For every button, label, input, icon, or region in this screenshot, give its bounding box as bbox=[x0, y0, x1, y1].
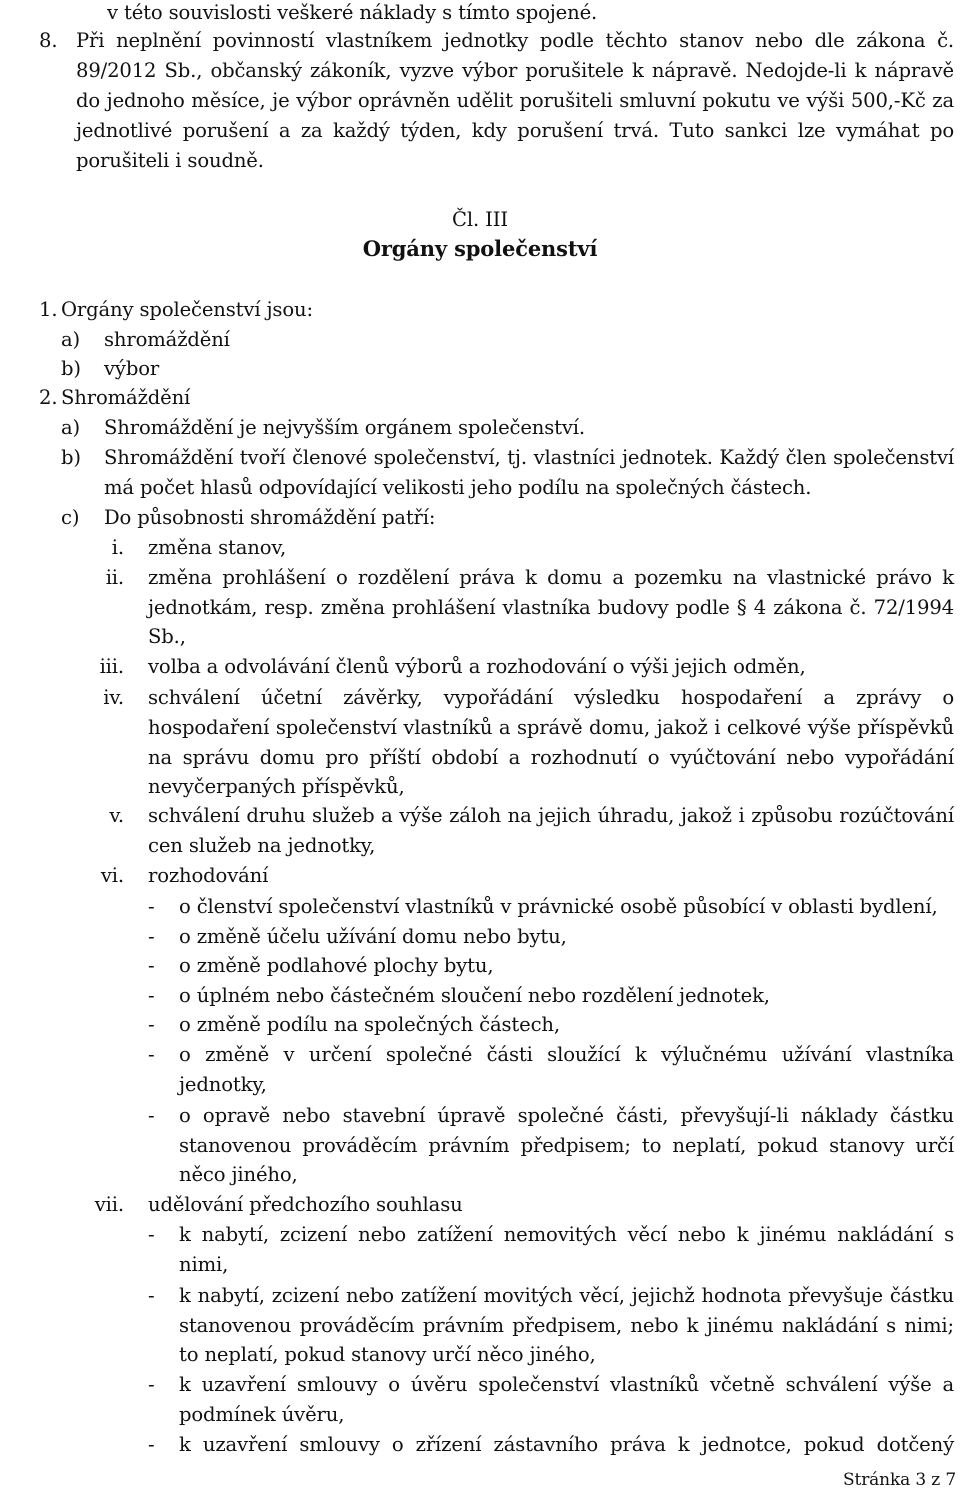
dash-bullet: - bbox=[148, 925, 155, 948]
item-number: 8. bbox=[39, 29, 58, 52]
paragraph-line: Sb., bbox=[148, 625, 186, 648]
roman-number: i. bbox=[111, 536, 124, 559]
paragraph-line: cen služeb na jednotky, bbox=[148, 834, 376, 857]
roman-number: vii. bbox=[94, 1193, 124, 1216]
bullet-line: o úplném nebo částečném sloučení nebo rozdělení jednotek, bbox=[179, 984, 770, 1007]
bullet-line: o změně v určení společné části sloužící k výlučnému užívání vlastníka bbox=[179, 1043, 954, 1066]
paragraph-line: nevyčerpaných příspěvků, bbox=[148, 775, 405, 798]
paragraph-line: Shromáždění tvoří členové společenství, tj. vlastníci jednotek. Každý člen společenství bbox=[104, 446, 954, 469]
paragraph-line: 89/2012 Sb., občanský zákoník, vyzve výbor porušitele k nápravě. Nedojde-li k nápravě bbox=[76, 59, 954, 82]
roman-number: v. bbox=[109, 804, 124, 827]
article-number: Čl. III bbox=[452, 208, 508, 231]
dash-bullet: - bbox=[148, 1043, 155, 1066]
bullet-line: nimi, bbox=[179, 1253, 229, 1276]
paragraph-line: do jednoho měsíce, je výbor oprávněn udělit porušiteli smluvní pokutu ve výši 500,-Kč za bbox=[76, 89, 954, 112]
bullet-line: k nabytí, zcizení nebo zatížení movitých věcí, jejichž hodnota převyšuje částku bbox=[179, 1284, 954, 1307]
paragraph-line: schválení druhu služeb a výše záloh na jejich úhradu, jakož i způsobu rozúčtování bbox=[148, 804, 954, 827]
roman-number: iv. bbox=[103, 686, 124, 709]
dash-bullet: - bbox=[148, 1373, 155, 1396]
roman-number: vi. bbox=[100, 864, 124, 887]
list-item: Do působnosti shromáždění patří: bbox=[104, 506, 436, 529]
list-label: a) bbox=[61, 416, 81, 439]
dash-bullet: - bbox=[148, 954, 155, 977]
dash-bullet: - bbox=[148, 1104, 155, 1127]
paragraph-line: volba a odvolávání členů výborů a rozhodování o výši jejich odměn, bbox=[148, 655, 806, 678]
bullet-line: stanovenou prováděcím právním předpisem; to neplatí, pokud stanovy určí bbox=[179, 1134, 954, 1157]
section-heading: Shromáždění bbox=[61, 386, 191, 409]
bullet-line: jednotky, bbox=[179, 1073, 267, 1096]
bullet-line: o členství společenství vlastníků v právnické osobě působící v oblasti bydlení, bbox=[179, 895, 938, 918]
bullet-line: podmínek úvěru, bbox=[179, 1403, 345, 1426]
section-number: 2. bbox=[39, 386, 58, 409]
list-label: c) bbox=[61, 506, 80, 529]
dash-bullet: - bbox=[148, 1433, 155, 1456]
list-label: a) bbox=[61, 328, 81, 351]
paragraph-line: změna stanov, bbox=[148, 536, 287, 559]
paragraph-line: hospodaření společenství vlastníků a správě domu, jakož i celkové výše příspěvků bbox=[148, 716, 954, 739]
bullet-line: k uzavření smlouvy o zřízení zástavního práva k jednotce, pokud dotčený bbox=[179, 1433, 954, 1456]
paragraph-line: na správu domu pro příští období a rozhodnutí o vyúčtování nebo vypořádání bbox=[148, 746, 954, 769]
page-number: Stránka 3 z 7 bbox=[843, 1470, 956, 1490]
bullet-line: o změně podílu na společných částech, bbox=[179, 1013, 560, 1036]
bullet-line: stanovenou prováděcím právním předpisem, nebo k jinému nakládání s nimi; bbox=[179, 1314, 954, 1337]
list-label: b) bbox=[61, 446, 81, 469]
paragraph-line: porušiteli i soudně. bbox=[76, 149, 264, 172]
bullet-line: o změně účelu užívání domu nebo bytu, bbox=[179, 925, 567, 948]
paragraph-line: Při neplnění povinností vlastníkem jednotky podle těchto stanov nebo dle zákona č. bbox=[76, 29, 954, 52]
dash-bullet: - bbox=[148, 895, 155, 918]
list-item: Shromáždění je nejvyšším orgánem společenství. bbox=[104, 416, 586, 439]
bullet-line: k uzavření smlouvy o úvěru společenství vlastníků včetně schválení výše a bbox=[179, 1373, 954, 1396]
bullet-line: k nabytí, zcizení nebo zatížení nemovitých věcí nebo k jinému nakládání s bbox=[179, 1223, 954, 1246]
dash-bullet: - bbox=[148, 1013, 155, 1036]
paragraph-line: má počet hlasů odpovídající velikosti jeho podílu na společných částech. bbox=[104, 476, 812, 499]
paragraph-line: schválení účetní závěrky, vypořádání výsledku hospodaření a zprávy o bbox=[148, 686, 954, 709]
paragraph-line: změna prohlášení o rozdělení práva k domu a pozemku na vlastnické právo k bbox=[148, 566, 954, 589]
text-line: v této souvislosti veškeré náklady s tímto spojené. bbox=[107, 1, 598, 24]
dash-bullet: - bbox=[148, 984, 155, 1007]
list-item: výbor bbox=[104, 357, 160, 380]
bullet-line: o změně podlahové plochy bytu, bbox=[179, 954, 494, 977]
list-item: shromáždění bbox=[104, 328, 230, 351]
roman-number: iii. bbox=[99, 655, 124, 678]
bullet-line: něco jiného, bbox=[179, 1163, 298, 1186]
bullet-line: to neplatí, pokud stanovy určí něco jiného, bbox=[179, 1343, 596, 1366]
paragraph-line: jednotkám, resp. změna prohlášení vlastníka budovy podle § 4 zákona č. 72/1994 bbox=[148, 596, 954, 619]
article-title: Orgány společenství bbox=[362, 236, 598, 261]
section-number: 1. bbox=[39, 298, 58, 321]
roman-number: ii. bbox=[105, 566, 124, 589]
dash-bullet: - bbox=[148, 1284, 155, 1307]
list-item: udělování předchozího souhlasu bbox=[148, 1193, 463, 1216]
list-label: b) bbox=[61, 357, 81, 380]
list-item: rozhodování bbox=[148, 864, 269, 887]
section-heading: Orgány společenství jsou: bbox=[61, 298, 313, 321]
dash-bullet: - bbox=[148, 1223, 155, 1246]
bullet-line: o opravě nebo stavební úpravě společné části, převyšují-li náklady částku bbox=[179, 1104, 954, 1127]
paragraph-line: jednotlivé porušení a za každý týden, kdy porušení trvá. Tuto sankci lze vymáhat po bbox=[76, 119, 954, 142]
